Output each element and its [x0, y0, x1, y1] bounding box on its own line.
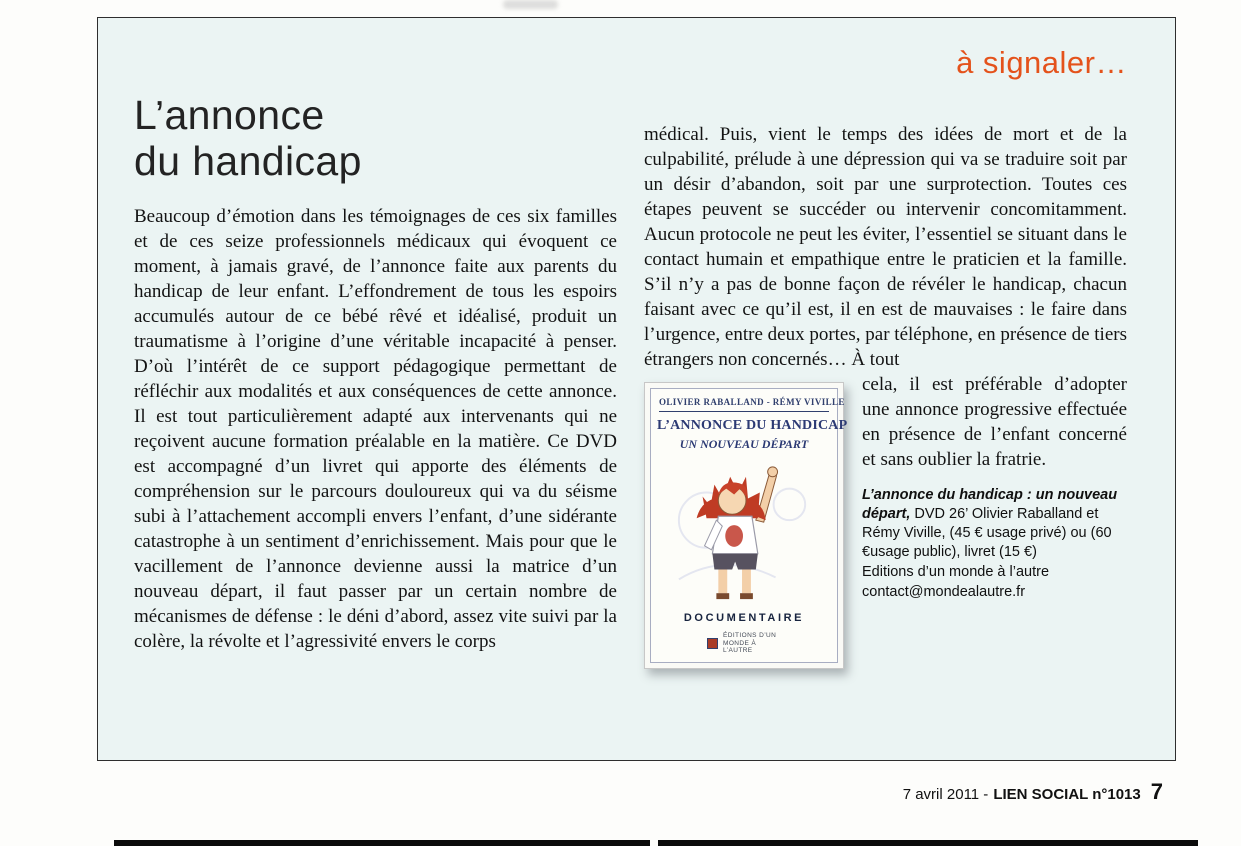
right-column	[644, 92, 1127, 673]
dvd-publisher-logo	[657, 632, 831, 655]
scan-artifact-bar-left	[114, 840, 650, 846]
article-body-right-part1: médical. Puis, vient le temps des idées de mort et de la culpabilité, prélude à une dépression qui va se traduire soit par un désir d’abandon, soit par une surprotection. Toutes ces étapes peuvent se succéder ou intervenir concomitamment. Aucun protocole ne peut les éviter, l’essentiel se situant dans le contact humain et empathique entre le praticien et la famille. S’il n’y a pas de bonne façon de révéler le handicap, chacun faisant avec ce qu’il est, il en est de mauvaises : le faire dans l’urgence, entre deux portes, par téléphone, en présence de tiers étrangers non concernés… À tout	[644, 124, 1127, 370]
dvd-authors: OLIVIER RABALLAND - RÉMY VIVILLE	[659, 397, 829, 412]
left-column	[134, 92, 617, 673]
article-frame	[97, 17, 1176, 761]
article-body-left: Beaucoup d’émotion dans les témoignages de ces six familles et de ces seize professionnels médicaux qui évoquent ce moment, à jamais gravé, de l’annonce faite aux parents du handicap de leur enfant. L’effondrement de tous les espoirs accumulés autour de ce bébé rêvé et idéalisé, produit un traumatisme à l’origine d’une véritable incapacité à penser. D’où l’intérêt de ce support pédagogique permettant de réfléchir aux modalités et aux conséquences de cette annonce. Il est tout particulièrement adapté aux intervenants qui ne reçoivent aucune formation préalable en la matière. Ce DVD est accompagné d’un livret qui apporte des éléments de compréhension sur le parcours douloureux qui va du séisme subi à l’attachement accompli envers l’enfant, d’une sidérante catastrophe à un sentiment d’enrichissement. Mais pour que le vacillement de l’annonce devienne aussi la matrice d’un nouveau départ, il faut passer par un certain nombre de mécanismes de défense : le déni d’abord, assez vite suivi par la colère, la révolte et l’agressivité envers le corps	[134, 206, 617, 652]
footer-page-number: 7	[1150, 779, 1163, 804]
article-title	[134, 92, 617, 184]
page-footer	[903, 779, 1163, 805]
publisher-logo-icon	[707, 638, 718, 649]
caption-publisher: Editions d’un monde à l’autre	[862, 564, 1050, 580]
footer-date: 7 avril 2011 -	[902, 786, 989, 803]
caption-email: contact@mondealautre.fr	[862, 584, 1026, 600]
article-body-right-part2: cela, il est préférable d’adopter une annonce progressive effectuée en présence de l’enfant concerné et sans oublier la fratrie.	[862, 374, 1127, 470]
dvd-cover-illustration	[661, 459, 827, 607]
footer-magazine-name: LIEN SOCIAL n°1013	[993, 786, 1141, 803]
dvd-title: L’ANNONCE DU HANDICAP	[657, 418, 848, 433]
scan-artifact-bar-right	[658, 840, 1198, 846]
article-title-line1: L’annonce	[134, 92, 325, 138]
dvd-cover-inner	[650, 388, 848, 663]
scan-smudge-artifact	[503, 0, 558, 9]
dvd-subtitle: UN NOUVEAU DÉPART	[679, 437, 809, 451]
caption-details: DVD 26’ Olivier Raballand et Rémy Viville, (45 € usage privé) ou (60 €usage public), livret (15 €)	[862, 506, 1112, 560]
caption-title: L’annonce du handicap : un nouveau départ,	[862, 487, 1118, 522]
article-columns	[134, 92, 1127, 673]
dvd-genre-label: DOCUMENTAIRE	[683, 612, 805, 624]
publisher-logo-text: ÉDITIONS D’UN MONDE À L’AUTRE	[723, 632, 777, 654]
article-title-line2: du handicap	[134, 138, 362, 184]
section-flag: à signaler…	[956, 45, 1127, 80]
dvd-cover	[644, 382, 848, 669]
dvd-cover-photo	[644, 382, 848, 669]
